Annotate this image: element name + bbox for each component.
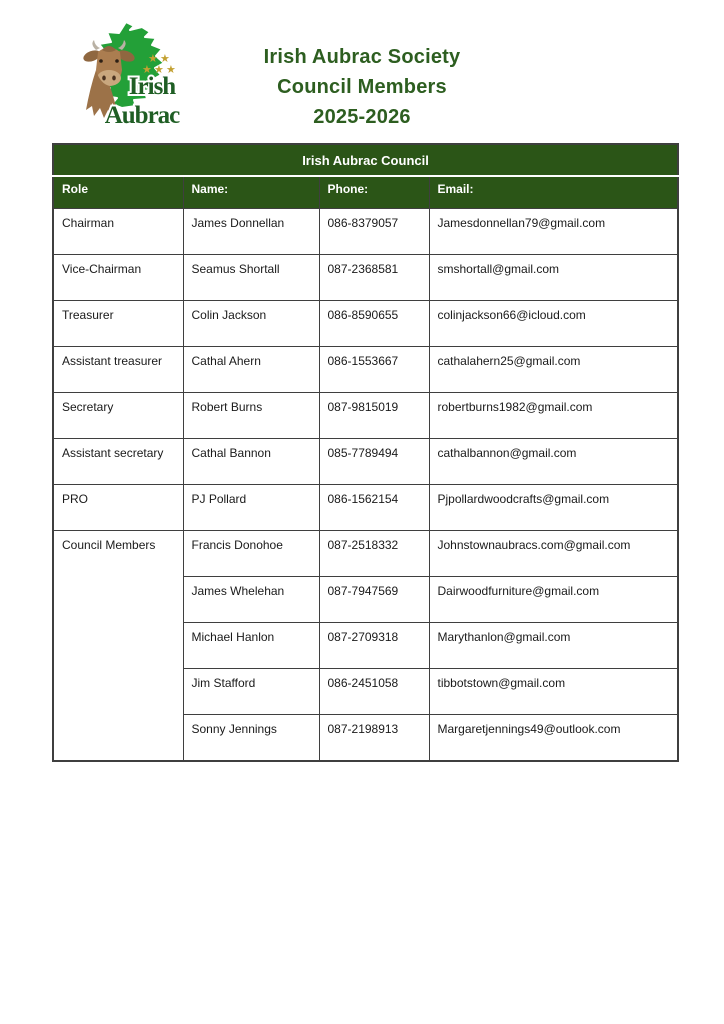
table-row	[53, 439, 678, 485]
table-row	[53, 255, 678, 301]
name-cell: Sonny Jennings	[183, 715, 319, 761]
phone-cell: 087-2709318	[319, 623, 429, 669]
email-cell: Johnstownaubracs.com@gmail.com	[429, 531, 678, 577]
email-cell: robertburns1982@gmail.com	[429, 393, 678, 439]
table-header-row	[53, 176, 678, 209]
table-row	[53, 531, 678, 577]
email-cell: Margaretjennings49@outlook.com	[429, 715, 678, 761]
phone-cell: 086-1553667	[319, 347, 429, 393]
role-cell: PRO	[53, 485, 183, 531]
role-cell: Chairman	[53, 209, 183, 255]
email-cell: cathalahern25@gmail.com	[429, 347, 678, 393]
logo-word-aubrac: Aubrac	[104, 102, 180, 129]
name-cell: Cathal Ahern	[183, 347, 319, 393]
name-cell: Jim Stafford	[183, 669, 319, 715]
title-line-1: Irish Aubrac Society	[263, 46, 461, 68]
role-cell-council-members: Council Members	[53, 531, 183, 761]
name-cell: James Donnellan	[183, 209, 319, 255]
svg-text:★: ★	[148, 53, 158, 65]
page-title	[0, 42, 724, 132]
col-header-email: Email:	[429, 176, 678, 209]
email-cell: cathalbannon@gmail.com	[429, 439, 678, 485]
title-line-2: Council Members	[277, 76, 447, 98]
name-cell: Robert Burns	[183, 393, 319, 439]
logo-word-irish: Irish	[128, 73, 176, 100]
role-cell: Assistant secretary	[53, 439, 183, 485]
table-row	[53, 209, 678, 255]
table-banner-row	[53, 144, 678, 176]
council-table-container	[52, 143, 679, 762]
phone-cell: 086-1562154	[319, 485, 429, 531]
email-cell: smshortall@gmail.com	[429, 255, 678, 301]
phone-cell: 085-7789494	[319, 439, 429, 485]
name-cell: Cathal Bannon	[183, 439, 319, 485]
col-header-role: Role	[53, 176, 183, 209]
email-cell: Marythanlon@gmail.com	[429, 623, 678, 669]
svg-text:★: ★	[142, 64, 152, 76]
table-row	[53, 393, 678, 439]
table-row	[53, 485, 678, 531]
email-cell: Dairwoodfurniture@gmail.com	[429, 577, 678, 623]
svg-text:★: ★	[166, 64, 176, 76]
phone-cell: 086-8590655	[319, 301, 429, 347]
role-cell: Assistant treasurer	[53, 347, 183, 393]
name-cell: Seamus Shortall	[183, 255, 319, 301]
table-row	[53, 301, 678, 347]
table-row	[53, 347, 678, 393]
email-cell: Pjpollardwoodcrafts@gmail.com	[429, 485, 678, 531]
phone-cell: 087-9815019	[319, 393, 429, 439]
name-cell: PJ Pollard	[183, 485, 319, 531]
email-cell: colinjackson66@icloud.com	[429, 301, 678, 347]
table-banner: Irish Aubrac Council	[53, 144, 678, 176]
role-cell: Vice-Chairman	[53, 255, 183, 301]
council-table	[52, 143, 679, 762]
name-cell: Francis Donohoe	[183, 531, 319, 577]
svg-text:★: ★	[154, 64, 164, 76]
name-cell: Colin Jackson	[183, 301, 319, 347]
phone-cell: 086-2451058	[319, 669, 429, 715]
name-cell: James Whelehan	[183, 577, 319, 623]
phone-cell: 087-2368581	[319, 255, 429, 301]
email-cell: Jamesdonnellan79@gmail.com	[429, 209, 678, 255]
svg-text:★: ★	[160, 53, 170, 65]
phone-cell: 087-7947569	[319, 577, 429, 623]
email-cell: tibbotstown@gmail.com	[429, 669, 678, 715]
phone-cell: 087-2518332	[319, 531, 429, 577]
phone-cell: 086-8379057	[319, 209, 429, 255]
phone-cell: 087-2198913	[319, 715, 429, 761]
role-cell: Secretary	[53, 393, 183, 439]
col-header-name: Name:	[183, 176, 319, 209]
title-line-3: 2025-2026	[313, 106, 411, 128]
col-header-phone: Phone:	[319, 176, 429, 209]
role-cell: Treasurer	[53, 301, 183, 347]
name-cell: Michael Hanlon	[183, 623, 319, 669]
